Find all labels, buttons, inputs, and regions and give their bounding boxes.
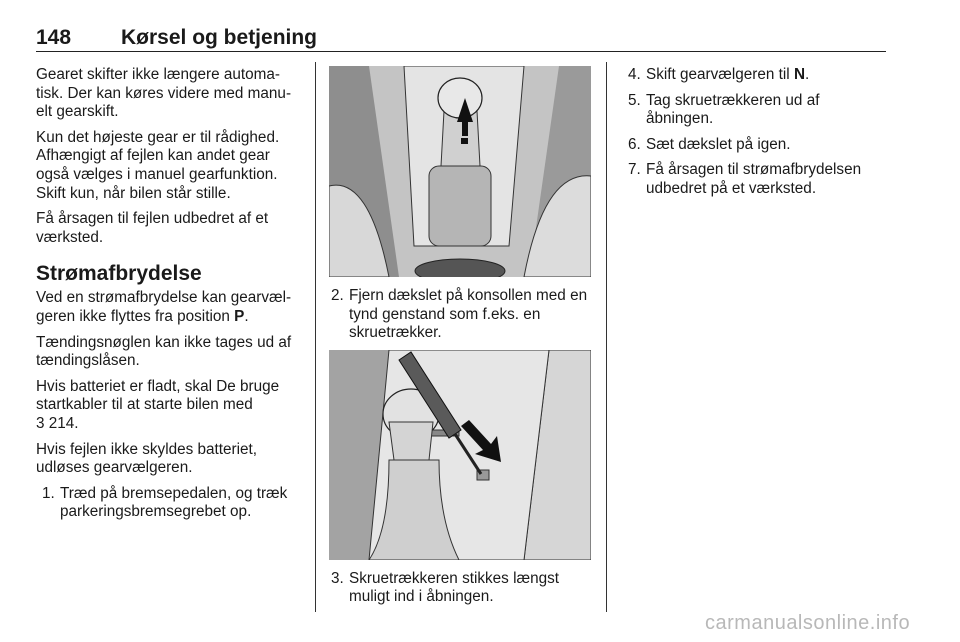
column-3 <box>628 66 886 206</box>
step-5: 5. Tag skruetrækkeren ud af åbningen. <box>628 91 820 128</box>
step-4: 4. Skift gearvælgeren til N. <box>628 66 810 83</box>
column-divider <box>606 62 607 612</box>
page-reference: 3 214. <box>36 414 79 432</box>
paragraph: Ved en strømafbrydelse kan gearvælgeren ikke flyttes fra position P. <box>36 289 292 325</box>
section-heading: Strømafbrydelse <box>36 262 202 286</box>
gear-position-n: N <box>793 66 805 83</box>
column-1 <box>36 66 302 529</box>
paragraph: Hvis fejlen ikke skyldes batteriet, udløses gearvælgeren. <box>36 440 258 477</box>
paragraph: Kun det højeste gear er til rådighed. Afhængigt af fejlen kan andet gear også vælges i manuel gearfunktion. Skift kun, når bilen står stille. <box>36 128 280 202</box>
page-number: 148 <box>36 26 72 49</box>
gear-position-p: P <box>234 307 245 325</box>
page-header <box>36 26 886 52</box>
watermark: carmanualsonline.info <box>705 612 911 634</box>
step-3: 3. Skruetrækkeren stikkes længst muligt ind i åbningen. <box>331 569 559 606</box>
paragraph: Gearet skifter ikke længere automatisk. Der kan køres videre med manuelt gearskift. <box>36 66 292 121</box>
paragraph: Få årsagen til fejlen udbedret af et værksted. <box>36 210 269 246</box>
step-6: 6. Sæt dækslet på igen. <box>628 135 791 153</box>
screwdriver-illustration <box>329 350 591 560</box>
column-divider <box>315 62 316 612</box>
column-2 <box>329 66 592 614</box>
chapter-title: Kørsel og betjening <box>121 26 318 49</box>
paragraph: Tændingsnøglen kan ikke tages ud af tændingslåsen. <box>36 333 292 370</box>
step-7: 7. Få årsagen til strømafbrydelsen udbedret på et værksted. <box>628 161 862 197</box>
gear-selector-illustration <box>329 66 591 277</box>
step-2: 2. Fjern dækslet på konsollen med en tynd genstand som f.eks. en skruetrækker. <box>331 287 588 342</box>
paragraph: Hvis batteriet er fladt, skal De bruge startkabler til at starte bilen med 3 214. <box>36 377 280 432</box>
step-1: 1. Træd på bremsepedalen, og træk parkeringsbremsegrebet op. <box>42 484 288 521</box>
